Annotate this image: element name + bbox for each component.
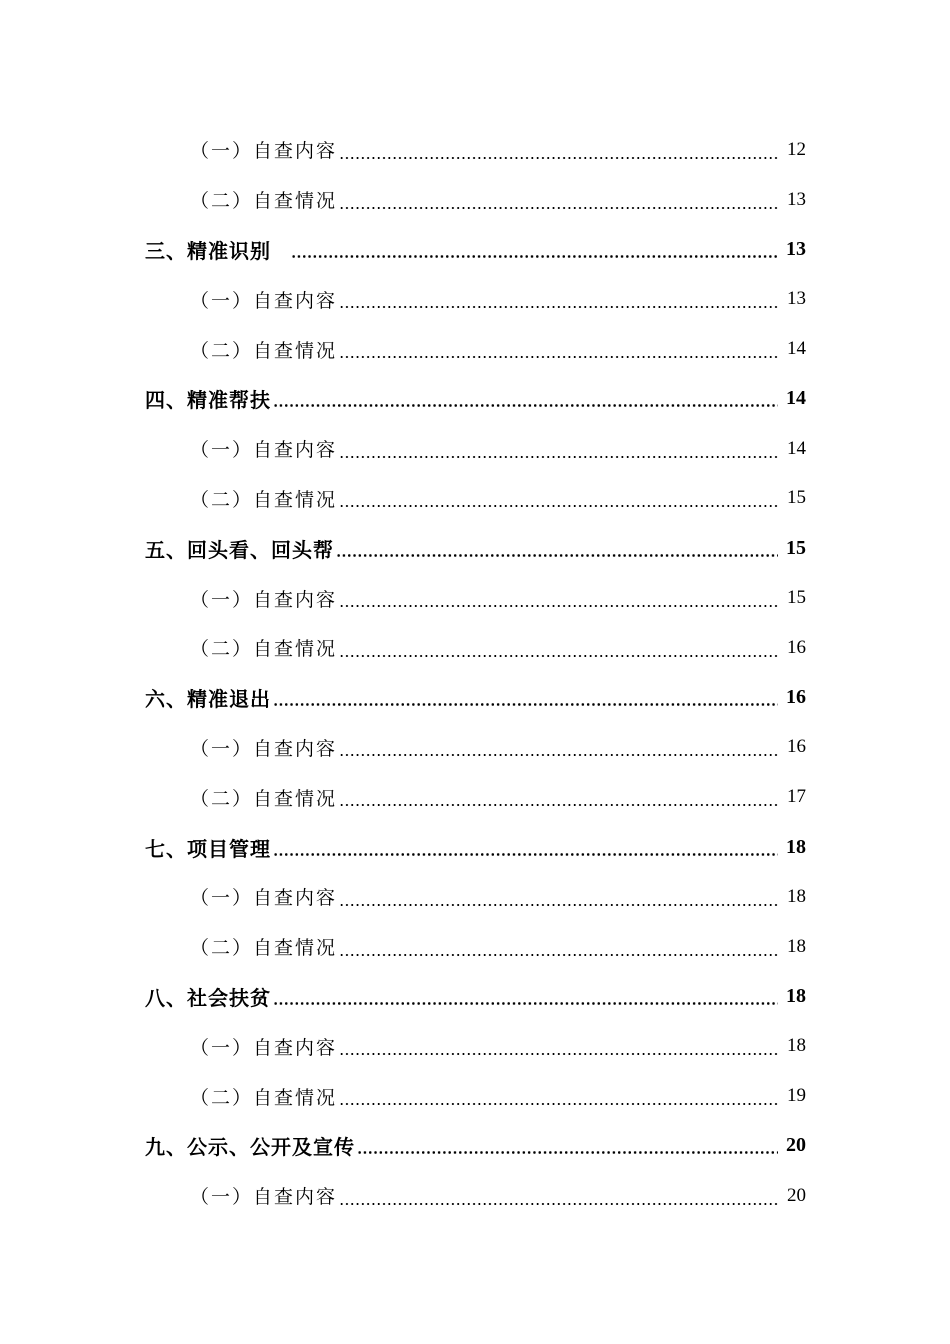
toc-dot-leader (339, 1103, 778, 1105)
toc-page-number: 13 (787, 188, 806, 210)
toc-page-number: 20 (787, 1184, 806, 1206)
toc-dot-leader (291, 255, 778, 258)
toc-page-number: 16 (786, 686, 806, 709)
toc-page-number: 15 (787, 487, 806, 509)
toc-page-number: 12 (787, 138, 806, 160)
toc-entry-label: （一）自查内容 (190, 140, 338, 163)
toc-dot-leader (357, 1151, 778, 1154)
toc-entry-label: 五、回头看、回头帮 (145, 537, 334, 562)
toc-section-entry[interactable] (0, 374, 950, 424)
toc-entry-label: 六、精准退出 (145, 687, 271, 712)
toc-entry-label: （二）自查情况 (190, 190, 338, 213)
toc-page-number: 18 (787, 885, 806, 907)
toc-dot-leader (339, 356, 778, 358)
toc-dot-leader (273, 703, 778, 706)
toc-page-number: 14 (787, 338, 806, 360)
toc-page-number: 13 (786, 237, 806, 260)
toc-entry-label: （二）自查情况 (190, 937, 338, 960)
toc-dot-leader (339, 655, 778, 657)
toc-subsection-entry[interactable] (0, 623, 950, 673)
toc-dot-leader (339, 804, 778, 806)
toc-dot-leader (339, 754, 778, 756)
toc-section-entry[interactable] (0, 523, 950, 573)
toc-entry-label: 七、项目管理 (145, 836, 271, 861)
toc-dot-leader (339, 605, 778, 607)
toc-entry-label: （一）自查内容 (190, 289, 338, 312)
toc-entry-label: （一）自查内容 (190, 588, 338, 611)
toc-page-number: 14 (786, 387, 806, 410)
toc-entry-label: （二）自查情况 (190, 339, 338, 362)
toc-page-number: 18 (786, 835, 806, 858)
toc-entry-label: （一）自查内容 (190, 1036, 338, 1059)
toc-subsection-entry[interactable] (0, 1021, 950, 1071)
toc-dot-leader (339, 207, 778, 209)
toc-page-number: 17 (787, 786, 806, 808)
toc-subsection-entry[interactable] (0, 175, 950, 225)
toc-page-number: 15 (786, 536, 806, 559)
toc-dot-leader (339, 456, 778, 458)
toc-section-entry[interactable] (0, 972, 950, 1022)
toc-page-number: 18 (786, 984, 806, 1007)
toc-dot-leader (339, 505, 778, 507)
toc-subsection-entry[interactable] (0, 872, 950, 922)
toc-subsection-entry[interactable] (0, 125, 950, 175)
toc-subsection-entry[interactable] (0, 573, 950, 623)
toc-entry-label: （二）自查情况 (190, 488, 338, 511)
toc-entry-label: （二）自查情况 (190, 1086, 338, 1109)
toc-page-number: 20 (786, 1134, 806, 1157)
toc-dot-leader (336, 554, 778, 557)
table-of-contents (0, 125, 950, 1221)
toc-entry-label: （一）自查内容 (190, 737, 338, 760)
toc-page-number: 16 (787, 636, 806, 658)
toc-dot-leader (339, 1203, 778, 1205)
toc-entry-label: 八、社会扶贫 (145, 985, 271, 1010)
toc-section-entry[interactable] (0, 1121, 950, 1171)
toc-subsection-entry[interactable] (0, 474, 950, 524)
toc-page-number: 18 (787, 1035, 806, 1057)
toc-dot-leader (339, 306, 778, 308)
toc-page-number: 13 (787, 288, 806, 310)
toc-page-number: 16 (787, 736, 806, 758)
toc-dot-leader (339, 954, 778, 956)
toc-subsection-entry[interactable] (0, 424, 950, 474)
toc-subsection-entry[interactable] (0, 1171, 950, 1221)
toc-entry-label: （一）自查内容 (190, 439, 338, 462)
toc-dot-leader (273, 1002, 778, 1005)
toc-dot-leader (273, 404, 778, 407)
toc-subsection-entry[interactable] (0, 723, 950, 773)
toc-entry-label: （二）自查情况 (190, 787, 338, 810)
toc-section-entry[interactable] (0, 822, 950, 872)
toc-entry-label: （二）自查情况 (190, 638, 338, 661)
toc-section-entry[interactable] (0, 673, 950, 723)
toc-entry-label: 三、精准识别 (145, 238, 271, 263)
toc-subsection-entry[interactable] (0, 274, 950, 324)
toc-dot-leader (339, 1053, 778, 1055)
toc-entry-label: 九、公示、公开及宣传 (145, 1135, 355, 1160)
toc-dot-leader (339, 157, 778, 159)
toc-subsection-entry[interactable] (0, 1071, 950, 1121)
toc-entry-label: （一）自查内容 (190, 1186, 338, 1209)
toc-entry-label: 四、精准帮扶 (145, 388, 271, 413)
toc-page-number: 19 (787, 1085, 806, 1107)
toc-page-number: 18 (787, 935, 806, 957)
toc-dot-leader (339, 904, 778, 906)
toc-entry-label: （一）自查内容 (190, 887, 338, 910)
toc-section-entry[interactable] (0, 225, 950, 275)
toc-subsection-entry[interactable] (0, 922, 950, 972)
toc-dot-leader (273, 853, 778, 856)
toc-page-number: 14 (787, 437, 806, 459)
toc-subsection-entry[interactable] (0, 324, 950, 374)
toc-subsection-entry[interactable] (0, 772, 950, 822)
toc-page-number: 15 (787, 587, 806, 609)
